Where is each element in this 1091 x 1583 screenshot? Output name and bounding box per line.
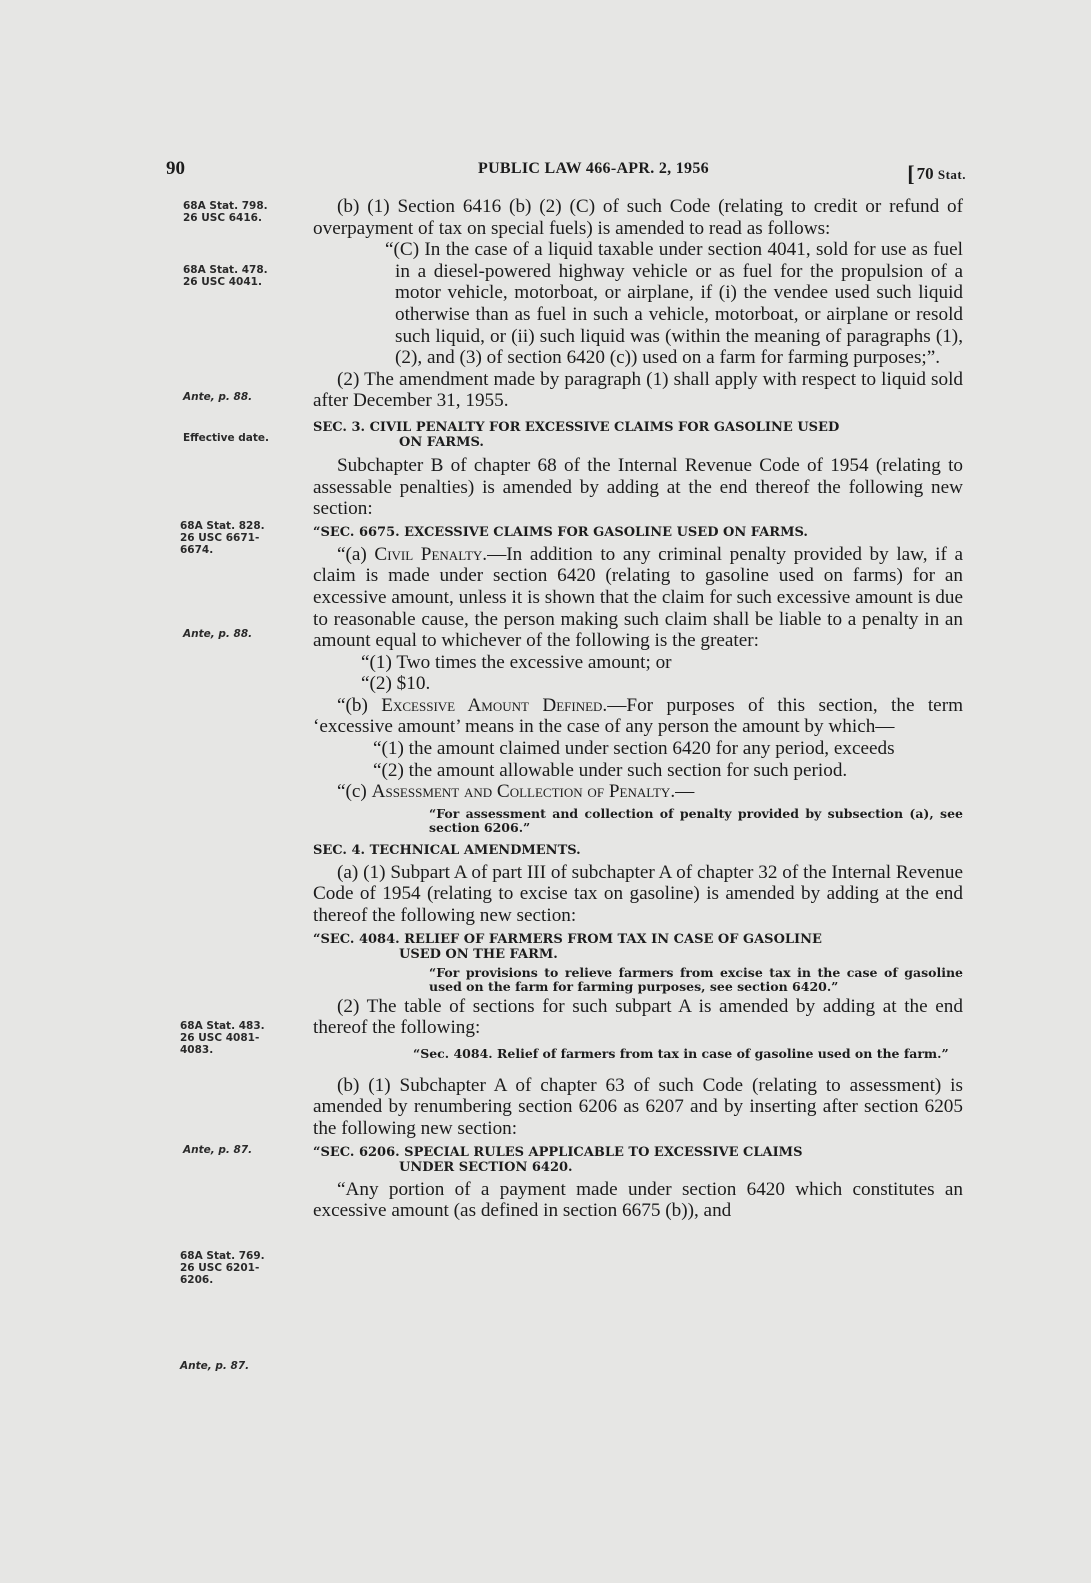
paragraph: (2) The table of sections for such subpart A is amended by adding at the end thereof the following: [313, 995, 963, 1039]
list-item: “(2) the amount allowable under such section for such period. [373, 759, 848, 781]
statute-reference: [ 70 Stat. [907, 161, 966, 186]
list-item: “(1) Two times the excessive amount; or [361, 651, 672, 673]
cross-reference: “For provisions to relieve farmers from excise tax in the case of gasoline used on the farm for farming purposes, see section 6420.” [429, 964, 963, 994]
paragraph: (2) The amendment made by paragraph (1) shall apply with respect to liquid sold after December 31, 1955. [313, 368, 963, 412]
paragraph: (b) (1) Subchapter A of chapter 63 of such Code (relating to assessment) is amended by renumbering section 6206 as 6207 and by inserting after section 6205 the following new section: [313, 1074, 963, 1139]
margin-note: Ante, p. 87. [183, 1144, 253, 1156]
list-item: “(2) $10. [361, 673, 431, 695]
section-heading: SEC. 4. TECHNICAL AMENDMENTS. [313, 842, 581, 858]
main-text [313, 196, 963, 1222]
section-heading: “SEC. 4084. RELIEF OF FARMERS FROM TAX IN CASE OF GASOLINE [313, 931, 822, 947]
section-heading: “SEC. 6206. SPECIAL RULES APPLICABLE TO EXCESSIVE CLAIMS [313, 1144, 803, 1160]
margin-note: Ante, p. 87. [180, 1360, 250, 1372]
section-heading-cont: USED ON THE FARM. [399, 946, 558, 962]
paragraph: “Any portion of a payment made under section 6420 which constitutes an excessive amount (as defined in section 6675 (b)), and [313, 1178, 963, 1222]
section-heading-cont: ON FARMS. [399, 434, 484, 450]
page-number: 90 [166, 158, 185, 179]
margin-note: 68A Stat. 828. 26 USC 6671- 6674. [180, 520, 265, 556]
margin-note: 68A Stat. 483. 26 USC 4081- 4083. [180, 1020, 265, 1056]
margin-note: 68A Stat. 798. 26 USC 6416. [183, 200, 268, 224]
section-heading: SEC. 3. CIVIL PENALTY FOR EXCESSIVE CLAIMS FOR GASOLINE USED [313, 419, 840, 435]
subsection-c: “(c) Assessment and Collection of Penalty.— [337, 781, 695, 803]
margin-note: 68A Stat. 769. 26 USC 6201- 6206. [180, 1250, 265, 1286]
paragraph: (b) (1) Section 6416 (b) (2) (C) of such Code (relating to credit or refund of overpayment of tax on special fuels) is amended to read as follows: [313, 196, 963, 239]
section-heading-cont: UNDER SECTION 6420. [399, 1159, 573, 1175]
margin-note: Ante, p. 88. [183, 628, 253, 640]
running-title: PUBLIC LAW 466-APR. 2, 1956 [478, 160, 709, 177]
cross-reference: “For assessment and collection of penalty provided by subsection (a), see section 6206.” [429, 805, 963, 835]
margin-note: Ante, p. 88. [183, 391, 253, 403]
paragraph: Subchapter B of chapter 68 of the Internal Revenue Code of 1954 (relating to assessable penalties) is amended by adding at the end thereof the following new section: [313, 454, 963, 520]
list-item: “(1) the amount claimed under section 6420 for any period, exceeds [373, 738, 895, 760]
page-header [166, 156, 966, 186]
subsection-a: “(a) Civil Penalty.—In addition to any criminal penalty provided by law, if a claim is made under section 6420 (relating to gasoline used on farms) for an excessive amount, unless it is shown that the claim for such excessive amount is due to reasonable cause, the person making such claim shall be liable to a penalty in an amount equal to whichever of the following is the greater: [313, 543, 964, 652]
margin-note: 68A Stat. 478. 26 USC 4041. [183, 264, 268, 288]
subsection-b: “(b) Excessive Amount Defined.—For purposes of this section, the term ‘excessive amount’ means in the case of any person the amount by which— [313, 694, 964, 738]
paragraph: (a) (1) Subpart A of part III of subchapter A of chapter 32 of the Internal Revenue Code of 1954 (relating to excise tax on gasoline) is amended by adding at the end thereof the following new section: [313, 861, 963, 927]
margin-note: Effective date. [183, 432, 269, 444]
section-heading: “SEC. 6675. EXCESSIVE CLAIMS FOR GASOLINE USED ON FARMS. [313, 524, 808, 540]
quoted-paragraph: “(C) In the case of a liquid taxable under section 4041, sold for use as fuel in a diesel-powered highway vehicle or as fuel for the propulsion of a motor vehicle, motorboat, or airplane, if (i) the vendee used such liquid otherwise than as fuel in such a vehicle, motorboat, or airplane or resold such liquid, or (ii) such liquid was (within the meaning of paragraphs (1), (2), and (3) of section 6420 (c)) used on a farm for farming purposes;”. [385, 239, 963, 369]
table-entry: “Sec. 4084. Relief of farmers from tax in case of gasoline used on the farm.” [413, 1045, 949, 1061]
